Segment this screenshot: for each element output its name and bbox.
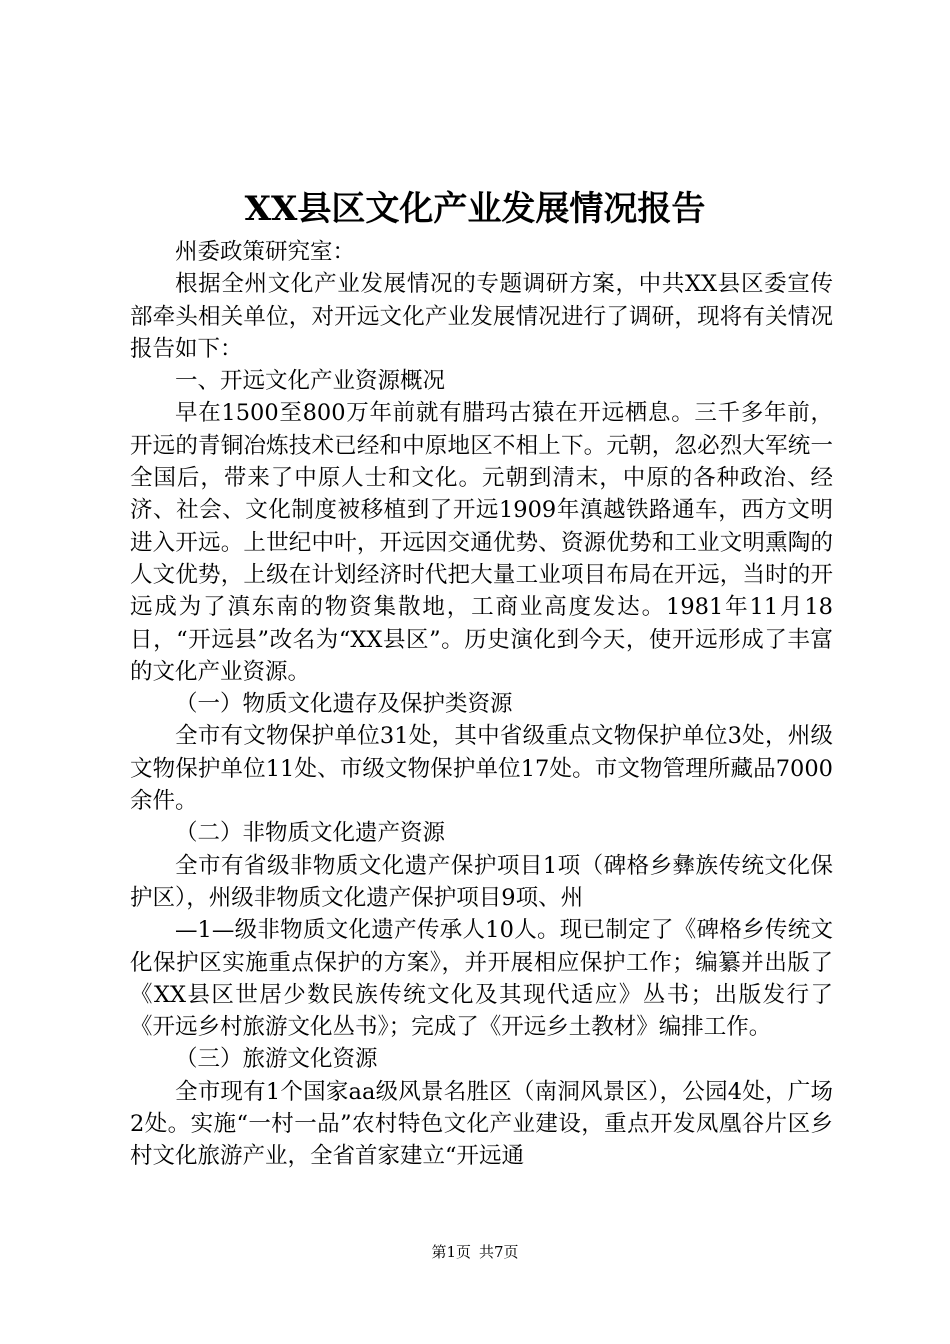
document-title: XX县区文化产业发展情况报告 bbox=[244, 189, 706, 229]
tourism-paragraph: 全市现有1个国家aa级风景名胜区（南洞风景区），公园4处，广场2处。实施“一村一品”农村特色文化产业建设，重点开发凤凰谷片区乡村文化旅游产业，全省首家建立“开远通 bbox=[130, 1078, 833, 1170]
heritage-paragraph: 全市有文物保护单位31处，其中省级重点文物保护单位3处，州级文物保护单位11处、市级文物保护单位17处。市文物管理所藏品7000余件。 bbox=[130, 723, 833, 815]
history-paragraph: 早在1500至800万年前就有腊玛古猿在开远栖息。三千多年前，开远的青铜冶炼技术已经和中原地区不相上下。元朝，忽必烈大军统一全国后，带来了中原人士和文化。元朝到清末，中原的各种政治、经济、社会、文化制度被移植到了开远1909年滇越铁路通车，西方文明进入开远。上世纪中叶，开远因交通优势、资源优势和工业文明熏陶的人文优势，上级在计划经济时代把大量工业项目布局在开远，当时的开远成为了滇东南的物资集散地，工商业高度发达。1981年11月18日，“开远县”改名为“XX县区”。历史演化到今天，使开远形成了丰富的文化产业资源。 bbox=[130, 400, 833, 685]
page-number: 第1页 bbox=[431, 1243, 471, 1261]
subsection-heading: （一）物质文化遗存及保护类资源 bbox=[175, 691, 513, 718]
intangible-continued-paragraph: —1—级非物质文化遗产传承人10人。现已制定了《碑格乡传统文化保护区实施重点保护的方案》，并开展相应保护工作；编纂并出版了《XX县区世居少数民族传统文化及其现代适应》丛书；出版发行了《开远乡村旅游文化丛书》；完成了《开远乡土教材》编排工作。 bbox=[130, 917, 833, 1041]
subsection-heading: （二）非物质文化遗产资源 bbox=[175, 820, 446, 847]
addressee-line: 州委政策研究室： bbox=[175, 239, 356, 265]
page-total: 共7页 bbox=[479, 1243, 519, 1261]
intangible-paragraph: 全市有省级非物质文化遗产保护项目1项（碑格乡彝族传统文化保护区），州级非物质文化遗产保护项目9项、州 bbox=[130, 852, 833, 911]
intro-paragraph: 根据全州文化产业发展情况的专题调研方案，中共XX县区委宣传部牵头相关单位，对开远文化产业发展情况进行了调研，现将有关情况报告如下： bbox=[130, 271, 833, 362]
subsection-heading: （三）旅游文化资源 bbox=[175, 1046, 378, 1073]
document-body bbox=[130, 236, 833, 1173]
page-footer bbox=[0, 1242, 950, 1262]
section-heading: 一、开远文化产业资源概况 bbox=[175, 368, 446, 395]
